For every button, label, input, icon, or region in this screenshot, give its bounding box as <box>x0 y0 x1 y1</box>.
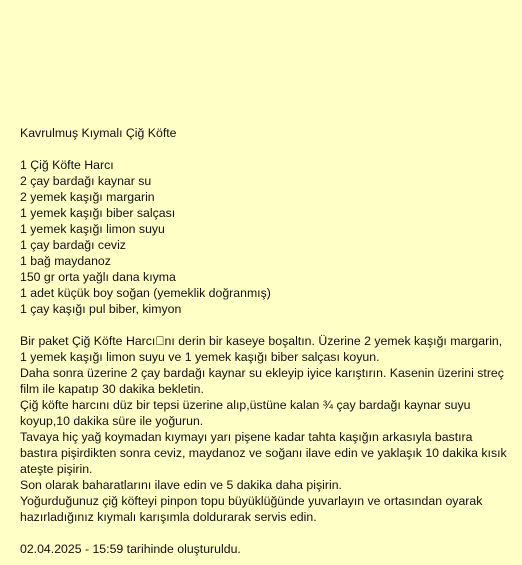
ingredient-item: 1 bağ maydanoz <box>20 254 111 268</box>
ingredient-item: 2 yemek kaşığı margarin <box>20 190 155 204</box>
recipe-document <box>20 125 510 557</box>
instruction-step: Son olarak baharatlarını ilave edin ve 5 dakika daha pişirin. <box>20 478 342 492</box>
instruction-step: Çiğ köfte harcını düz bir tepsi üzerine alıp,üstüne kalan ¾ çay bardağı kaynar suyu koyup,10 dakika süre ile yoğurun. <box>20 398 471 428</box>
ingredient-item: 1 yemek kaşığı biber salçası <box>20 206 176 220</box>
ingredient-item: 1 Çiğ Köfte Harcı <box>20 158 114 172</box>
instruction-step: Tavaya hiç yağ koymadan kıymayı yarı pişene kadar tahta kaşığın arkasıyla bastıra bastıra pişirdikten sonra ceviz, maydanoz ve soğanı ilave edin ve yaklaşık 10 dakika kısık ateşte pişirin. <box>20 430 507 476</box>
instruction-steps <box>20 333 510 525</box>
ingredient-item: 1 adet küçük boy soğan (yemeklik doğranmış) <box>20 286 271 300</box>
ingredient-item: 2 çay bardağı kaynar su <box>20 174 152 188</box>
recipe-title: Kavrulmuş Kıymalı Çiğ Köfte <box>20 126 177 140</box>
created-timestamp: 02.04.2025 - 15:59 tarihinde oluşturuldu. <box>20 542 241 556</box>
ingredient-item: 1 yemek kaşığı limon suyu <box>20 222 165 236</box>
ingredient-item: 1 çay bardağı ceviz <box>20 238 126 252</box>
instruction-step: Yoğurduğunuz çiğ köfteyi pinpon topu büyüklüğünde yuvarlayın ve ortasından oyarak hazırladığınız kıymalı karışımla doldurarak servis edin. <box>20 494 483 524</box>
ingredient-list <box>20 157 510 317</box>
ingredient-item: 1 çay kaşığı pul biber, kimyon <box>20 302 182 316</box>
instruction-step: Daha sonra üzerine 2 çay bardağı kaynar su ekleyip iyice karıştırın. Kasenin üzerini streç film ile kapatıp 30 dakika bekletin. <box>20 366 504 396</box>
instruction-step: Bir paket Çiğ Köfte Harcı nı derin bir kaseye boşaltın. Üzerine 2 yemek kaşığı margarin, 1 yemek kaşığı limon suyu ve 1 yemek kaşığı biber salçası koyun. <box>20 334 503 364</box>
ingredient-item: 150 gr orta yağlı dana kıyma <box>20 270 176 284</box>
